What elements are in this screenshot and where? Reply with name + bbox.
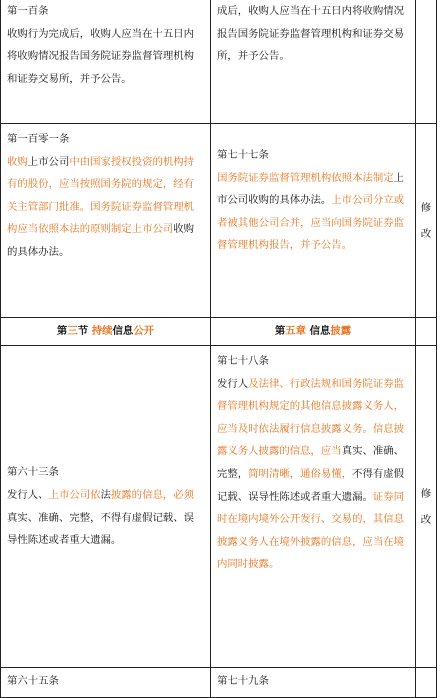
new-text-segment: 上市公司分立或者被其他公司合并，应当向国务院证券监督管理机构报告，并予公告。	[217, 194, 405, 252]
new-text-segment: 及法律、行政	[248, 377, 311, 390]
old-article-body	[7, 23, 204, 91]
old-article-title: 第六十三条	[7, 466, 59, 479]
change-note: 修改	[420, 487, 432, 526]
section-heading-segment: 持续	[91, 325, 113, 338]
section-heading-old	[1, 318, 211, 346]
old-text-segment: 收购行为完成后，收购人应当在十五日内将收购情况报告国务院证券监督管理机构和证券交易所，并予公告。	[7, 27, 195, 85]
change-note-cell	[416, 0, 437, 124]
old-article-title: 第一百零一条	[7, 133, 70, 145]
old-law-cell	[1, 124, 211, 318]
new-text-segment: 国务院证券监督管理机构依照本法制定	[217, 171, 394, 184]
table-row	[1, 346, 437, 668]
section-heading-new	[211, 318, 416, 346]
section-heading-segment: 节	[77, 325, 92, 338]
section-heading-segment: 披露	[330, 325, 352, 338]
table-row	[1, 668, 437, 698]
table-row	[1, 318, 437, 346]
old-article-body	[7, 151, 204, 264]
section-heading-segment: 第	[274, 325, 286, 338]
old-text-segment: 法	[100, 488, 111, 501]
old-text-segment: 收购	[7, 155, 28, 168]
new-article-title: 第七十九条	[217, 675, 269, 687]
new-law-cell	[211, 346, 416, 668]
note-cell	[416, 318, 437, 346]
section-heading-segment: 五章	[285, 325, 306, 338]
section-heading-segment: 信息	[112, 325, 134, 338]
section-heading-segment: 三	[67, 325, 78, 338]
old-article-title: 第一百条	[7, 5, 49, 17]
old-law-cell	[1, 668, 211, 698]
old-article-body	[7, 484, 204, 552]
change-note-cell	[416, 124, 437, 318]
new-text-segment: 简明清晰，通俗易懂，	[248, 467, 353, 480]
new-article-body	[217, 167, 409, 257]
old-text-segment: 披露的信息，必须	[110, 488, 195, 501]
old-text-segment: 上市公司依	[48, 488, 101, 501]
change-note: 修改	[420, 201, 432, 240]
old-article-title: 第六十五条	[7, 675, 59, 687]
new-text-segment: 上市公司收购的具体办法。	[217, 171, 405, 207]
new-law-cell	[211, 668, 416, 698]
section-heading-segment: 第	[56, 325, 68, 338]
old-text-segment: 收购的具体办法。	[7, 223, 195, 258]
new-text-segment: 真实、准确、完整，	[217, 445, 405, 480]
old-law-cell	[1, 346, 211, 668]
new-article-title: 第七十八条	[217, 355, 269, 367]
change-note-cell	[416, 346, 437, 668]
old-law-cell	[1, 0, 211, 124]
new-law-cell	[211, 0, 416, 124]
new-text-segment: 发行人	[217, 377, 249, 390]
new-text-segment: 法规和国务院证券监督管理机构规定的其他信息披露义务人，应当及时依法履行信息披露义务。信息披露义务人披露的信息，应当	[217, 377, 405, 458]
new-article-title: 第七十七条	[217, 149, 269, 161]
old-text-segment: 上市公司	[27, 155, 70, 168]
section-heading-segment: 信息	[305, 325, 331, 338]
table-row	[1, 0, 437, 124]
new-article-body	[217, 0, 409, 68]
table-row	[1, 124, 437, 318]
new-law-cell	[211, 124, 416, 318]
old-text-segment: 发行人、	[7, 488, 49, 501]
old-text-segment: 真实、准确、完整，不得有虚假记载、误导性陈述或者重大遗漏。	[7, 511, 195, 547]
new-text-segment: 证券同时在境内境外公开发行、交易的，其信息披露义务人在境外披露的信息，应当在境内同时披露。	[217, 490, 405, 571]
new-text-segment: 不得有虚假记载、误导性陈述或者重大遗漏。	[217, 467, 405, 503]
new-article-body	[217, 373, 409, 576]
change-note-cell	[416, 668, 437, 698]
section-heading-segment: 公开	[133, 325, 155, 338]
new-text-segment: 成后，收购人应当在十五日内将收购情况报告国务院证券监督管理机构和证券交易所，并予公告。	[217, 5, 405, 63]
old-text-segment: 中由国家授权投资的机构持有的股份，应当按照国务院的规定，经有关主管部门批准。国务院证券监督管理机构应当依照本法的原则制定上市公司	[7, 155, 195, 236]
